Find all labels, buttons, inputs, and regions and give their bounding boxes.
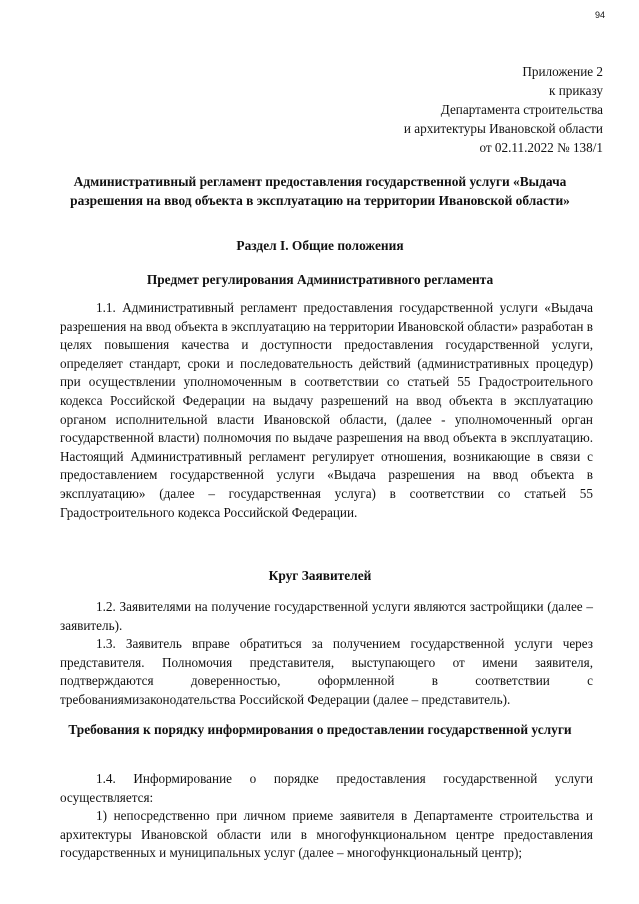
appendix-line: Приложение 2 — [522, 64, 603, 79]
paragraph-1-1 — [60, 299, 593, 522]
page-number: 94 — [594, 10, 605, 20]
paragraph-1-1-text: 1.1. Административный регламент предоставления государственной услуги «Выдача разрешения на ввод объекта в эксплуатацию на территории Ивановской области» разработан в целях повышения качества и доступности предоставления государственной услуги, определяет стандарт, сроки и последовательность действий (административных процедур) при осуществлении уполномоченным в соответствии со статьей 55 Градостроительного кодекса Российской Федерации на выдачу разрешений на ввод объекта в эксплуатацию органом исполнительной власти Ивановской области, (далее - уполномоченный орган государственной власти) полномочия по выдаче разрешения на ввод объекта в эксплуатацию. Настоящий Административный регламент регулирует отношения, возникающие в связи с предоставлением государственной услуги «Выдача разрешения на ввод объекта в эксплуатацию» (далее – государственная услуга) в соответствии со статьей 55 Градостроительного кодекса Российской Федерации. — [60, 300, 593, 520]
paragraph-1-3-text: 1.3. Заявитель вправе обратиться за получением государственной услуги через представителя. Полномочия представителя, выступающего от имени заявителя, подтверждаются доверенностью, оформленной в соответствии с требованиямизаконодательства Российской Федерации (далее – представитель). — [60, 636, 593, 707]
order-line: к приказу — [549, 83, 603, 98]
paragraph-1-2-text: 1.2. Заявителями на получение государственной услуги являются застройщики (далее – заявитель). — [60, 599, 593, 633]
order-date-line: от 02.11.2022 № 138/1 — [479, 140, 603, 155]
paragraph-1-4 — [60, 770, 593, 807]
paragraph-1-2 — [60, 598, 593, 635]
appendix-header — [404, 62, 603, 157]
department-line: Департамента строительства — [440, 102, 603, 117]
applicants-heading: Круг Заявителей — [268, 568, 372, 583]
section-heading: Раздел I. Общие положения — [236, 238, 404, 253]
information-heading: Требования к порядку информирования о предоставлении государственной услуги — [68, 722, 572, 737]
paragraph-1-4-item-1 — [60, 807, 593, 863]
subject-heading: Предмет регулирования Административного регламента — [146, 272, 494, 287]
document-title: Административный регламент предоставления государственной услуги «Выдача разрешения на ввод объекта в эксплуатацию на территории Ивановской области» — [70, 174, 570, 208]
department-line-2: и архитектуры Ивановской области — [403, 121, 603, 136]
paragraph-1-4-text: 1.4. Информирование о порядке предоставления государственной услуги осуществляется: — [60, 771, 593, 805]
paragraph-1-3 — [60, 635, 593, 709]
paragraph-1-4-item-1-text: 1) непосредственно при личном приеме заявителя в Департаменте строительства и архитектуры Ивановской области или в многофункциональном центре предоставления государственных и муниципальных услуг (далее – многофункциональный центр); — [60, 808, 593, 861]
